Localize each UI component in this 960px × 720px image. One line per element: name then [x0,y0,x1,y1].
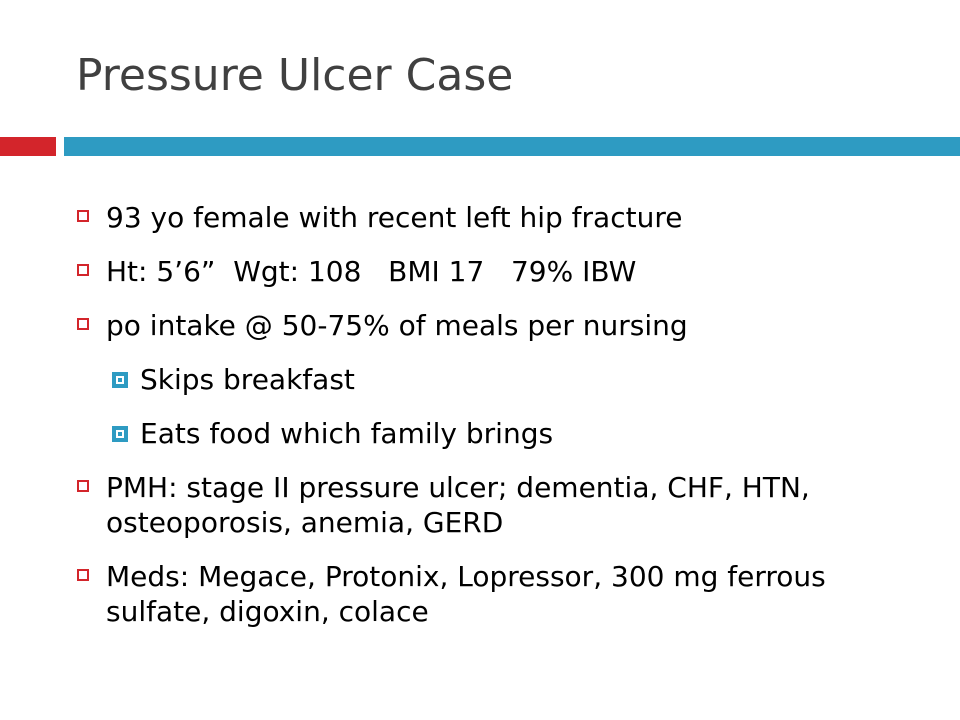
title-rule-accent [0,137,56,156]
bullet-text: Ht: 5’6” Wgt: 108 BMI 17 79% IBW [106,255,637,288]
sub-list-item [76,362,936,397]
bullet-text: Eats food which family brings [140,417,554,450]
slide-title: Pressure Ulcer Case [76,50,514,101]
filled-square-bullet-icon [112,426,128,442]
sub-list-item [76,416,936,451]
bullet-text: PMH: stage II pressure ulcer; dementia, CHF, HTN, osteoporosis, anemia, GERD [106,471,810,539]
title-rule [64,137,960,156]
hollow-square-bullet-icon [77,480,89,492]
list-item [76,308,936,343]
bullet-text: po intake @ 50-75% of meals per nursing [106,309,688,342]
bullet-text: Skips breakfast [140,363,355,396]
hollow-square-bullet-icon [77,264,89,276]
bullet-list [76,200,936,648]
bullet-text: Meds: Megace, Protonix, Lopressor, 300 mg ferrous sulfate, digoxin, colace [106,560,826,628]
list-item [76,200,936,235]
hollow-square-bullet-icon [77,210,89,222]
list-item [76,559,936,629]
filled-square-bullet-icon [112,372,128,388]
bullet-text: 93 yo female with recent left hip fracture [106,201,683,234]
hollow-square-bullet-icon [77,318,89,330]
list-item [76,470,936,540]
hollow-square-bullet-icon [77,569,89,581]
list-item [76,254,936,289]
